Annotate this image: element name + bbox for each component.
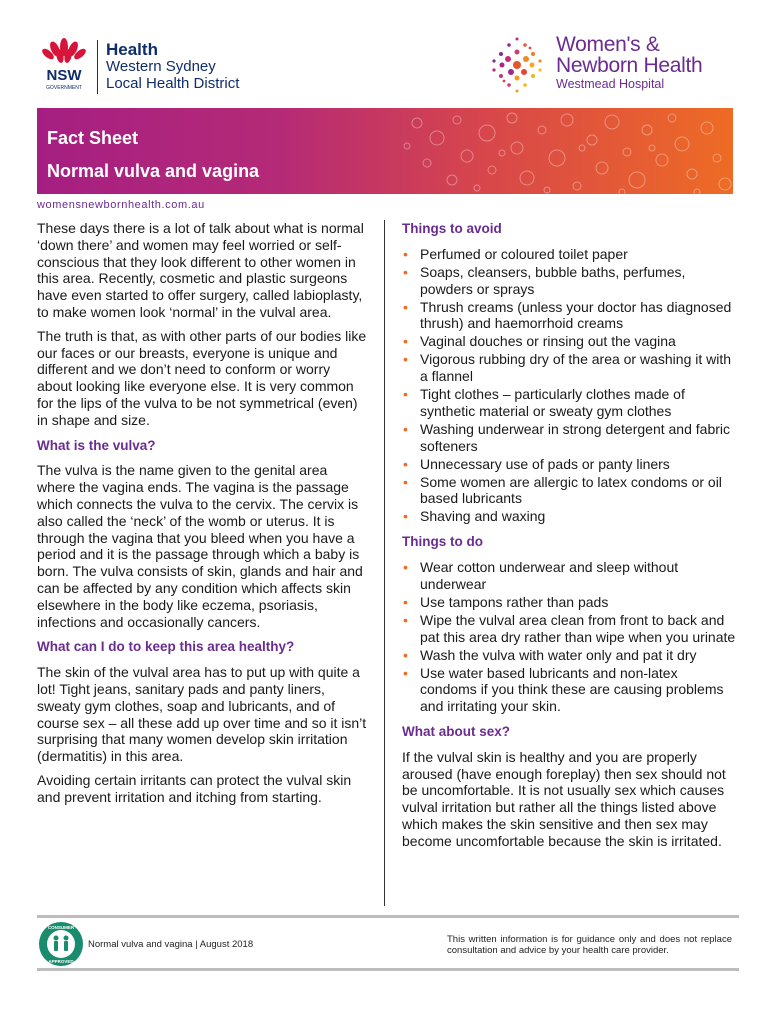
district-line-2: Local Health District [106, 75, 240, 92]
district-line-1: Western Sydney [106, 58, 216, 75]
list-item: • Some women are allergic to latex condoms or oil based lubricants [402, 474, 738, 508]
list-item: • Thrush creams (unless your doctor has diagnosed thrush) and haemorrhoid creams [402, 299, 738, 333]
section-heading-sex: What about sex? [402, 723, 511, 739]
document-title: Normal vulva and vagina [47, 161, 260, 181]
svg-text:APPROVED: APPROVED [48, 959, 74, 964]
list-item: • Unnecessary use of pads or panty liners [402, 456, 738, 473]
left-column [37, 220, 367, 813]
health-label: Health [106, 40, 158, 59]
nsw-waratah-logo [36, 34, 92, 94]
list-item: • Use water based lubricants and non-latex condoms if you think these are causing problems and irritating your skin. [402, 665, 738, 715]
vulva-paragraph: The vulva is the name given to the genital area where the vagina ends. The vagina is the passage which connects the vulva to the cervix. The cervix is also called the ‘neck’ of the womb or uterus. It is through the vagina that you bleed when you have a period and it is the passage through which a baby is born. The vulva consists of skin, glands and hair and can be affected by any condition which affects skin elsewhere in the body like eczema, psoriasis, infections and occasionally cancers. [37, 462, 363, 630]
consumer-approved-badge-icon [38, 921, 84, 967]
list-item: • Use tampons rather than pads [402, 594, 738, 611]
sex-paragraph: If the vulval skin is healthy and you are properly aroused (have enough foreplay) then sex should not be uncomfortable. It is not usually sex which causes vulval irritation but rather all the things listed above which makes the skin sensitive and then sex may become uncomfortable because the skin is irritated. [402, 748, 726, 849]
section-heading-avoid: Things to avoid [402, 221, 502, 236]
wnh-bubble-logo [486, 34, 548, 96]
list-item: • Shaving and waxing [402, 508, 738, 525]
list-item: • Vaginal douches or rinsing out the vagina [402, 333, 738, 350]
footer-document-title: Normal vulva and vagina | August 2018 [88, 939, 254, 950]
footer-disclaimer: This written information is for guidance only and does not replace consultation and advice by your health care provider. [447, 934, 732, 956]
website-link[interactable]: womensnewbornhealth.com.au [37, 199, 205, 211]
section-heading-do: Things to do [402, 534, 483, 550]
footer-divider-bottom [37, 968, 739, 971]
list-item: • Soaps, cleansers, bubble baths, perfumes, powders or sprays [402, 264, 738, 298]
wnh-line-3: Westmead Hospital [556, 77, 665, 91]
nsw-logo-sub: GOVERNMENT [46, 85, 82, 91]
bubble-pattern-decoration [397, 108, 733, 194]
logo-divider [97, 40, 98, 94]
lhd-name [106, 41, 239, 92]
footer-divider-top [37, 915, 739, 918]
list-item: • Perfumed or coloured toilet paper [402, 246, 738, 263]
intro-paragraph-2: The truth is that, as with other parts of our bodies like our faces or our breasts, everyone is unique and different and we don’t need to conform or worry about looking like everyone else. It is very common for the lips of the vulva to be not symmetrical (even) in shape and size. [37, 327, 367, 428]
column-divider [384, 220, 385, 906]
page-header [0, 0, 768, 108]
avoid-list [402, 246, 738, 525]
list-item: • Wash the vulva with water only and pat it dry [402, 647, 738, 664]
healthy-paragraph-1: The skin of the vulval area has to put up with quite a lot! Tight jeans, sanitary pads and panty liners, sweaty gym clothes, soap and lubricants, and of course sex – all these add up over time and so it isn’t surprising that many women develop skin irritation (dermatitis) in this area. [37, 664, 367, 765]
do-list [402, 559, 738, 715]
list-item: • Wear cotton underwear and sleep without underwear [402, 559, 738, 593]
right-column [402, 220, 738, 857]
list-item: • Washing underwear in strong detergent and fabric softeners [402, 421, 738, 455]
list-item: • Wipe the vulval area clean from front to back and pat this area dry rather than wipe when you urinate [402, 612, 738, 646]
healthy-paragraph-2: Avoiding certain irritants can protect the vulval skin and prevent irritation and itching from starting. [37, 771, 352, 805]
wnh-name [556, 34, 702, 92]
list-item: • Vigorous rubbing dry of the area or washing it with a flannel [402, 351, 738, 385]
fact-sheet-label: Fact Sheet [47, 128, 139, 148]
wnh-line-2: Newborn Health [556, 54, 703, 77]
nsw-logo-text: NSW [46, 67, 82, 84]
list-item: • Tight clothes – particularly clothes made of synthetic material or sweaty gym clothes [402, 386, 738, 420]
intro-paragraph-1: These days there is a lot of talk about what is normal ‘down there’ and women may feel worried or self-conscious that they look different to other women in this area. Recently, cosmetic and plastic surgeons have even started to offer surgery, called labioplasty, to make women look ‘normal’ in the vulval area. [37, 220, 364, 320]
title-banner [37, 108, 733, 194]
section-heading-what-is-vulva: What is the vulva? [37, 437, 156, 453]
svg-text:CONSUMER: CONSUMER [47, 925, 75, 930]
section-heading-keep-healthy: What can I do to keep this area healthy? [37, 639, 295, 655]
wnh-line-1: Women's & [556, 33, 660, 56]
